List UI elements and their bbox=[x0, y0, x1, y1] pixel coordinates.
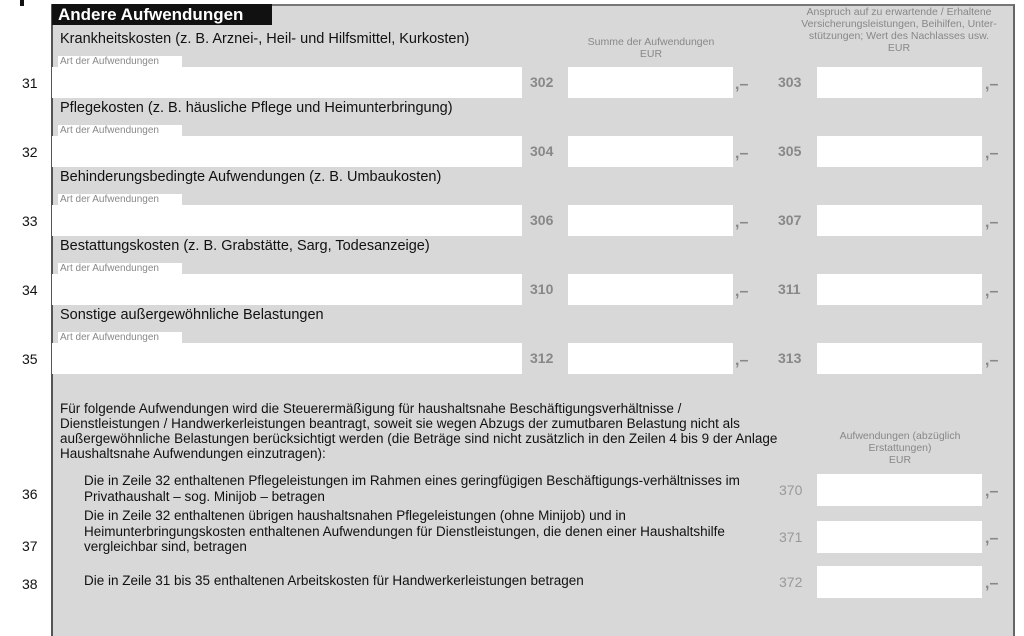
cents-suffix: ,– bbox=[985, 483, 999, 500]
cents-suffix: ,– bbox=[985, 575, 999, 592]
sum-input[interactable] bbox=[568, 136, 733, 167]
field-code: 310 bbox=[530, 281, 554, 297]
art-label: Art der Aufwendungen bbox=[58, 263, 182, 274]
sum-header-unit: EUR bbox=[639, 48, 663, 60]
claim-input[interactable] bbox=[817, 343, 982, 374]
cents-suffix: ,– bbox=[735, 283, 749, 300]
cents-suffix: ,– bbox=[985, 214, 999, 231]
row-text: Die in Zeile 32 enthaltenen übrigen haushaltsnahen Pflegeleistungen (ohne Minijob) und in Heimunterbringungskosten enthaltenen Aufwendungen für Dienstleistungen, die denen einer Haushaltshilfe vergleichbar sind, betragen bbox=[84, 508, 725, 554]
sum-input[interactable] bbox=[568, 205, 733, 236]
section-title: Andere Aufwendungen bbox=[52, 4, 272, 25]
line-number: 38 bbox=[22, 576, 38, 592]
lower-header-label: Aufwendungen (abzüglich Erstattungen) bbox=[839, 430, 961, 454]
claim-header-label: Anspruch auf zu erwartende / Erhaltene Versicherungsleistungen, Beihilfen, Unter-stützungen; Wert des Nachlasses usw. bbox=[801, 6, 997, 42]
cents-suffix: ,– bbox=[985, 76, 999, 93]
claim-input[interactable] bbox=[817, 67, 982, 98]
field-code: 372 bbox=[779, 574, 803, 590]
field-code: 313 bbox=[778, 350, 802, 366]
art-label: Art der Aufwendungen bbox=[58, 125, 182, 136]
cents-suffix: ,– bbox=[985, 283, 999, 300]
cents-suffix: ,– bbox=[985, 530, 999, 547]
claim-input[interactable] bbox=[817, 205, 982, 236]
row-label: Pflegekosten (z. B. häusliche Pflege und Heimunterbringung) bbox=[60, 100, 453, 116]
cents-suffix: ,– bbox=[985, 145, 999, 162]
cents-suffix: ,– bbox=[985, 352, 999, 369]
cents-suffix: ,– bbox=[735, 76, 749, 93]
art-input[interactable] bbox=[52, 136, 522, 167]
line-number: 33 bbox=[22, 213, 38, 229]
amount-input[interactable] bbox=[817, 474, 982, 506]
art-input[interactable] bbox=[52, 274, 522, 305]
row-label: Bestattungskosten (z. B. Grabstätte, Sarg, Todesanzeige) bbox=[60, 238, 430, 254]
field-code: 307 bbox=[778, 212, 802, 228]
cents-suffix: ,– bbox=[735, 214, 749, 231]
row-label: Krankheitskosten (z. B. Arznei-, Heil- und Hilfsmittel, Kurkosten) bbox=[60, 31, 470, 47]
field-code: 302 bbox=[530, 74, 554, 90]
field-code: 303 bbox=[778, 74, 802, 90]
art-input[interactable] bbox=[52, 67, 522, 98]
art-label: Art der Aufwendungen bbox=[58, 194, 182, 205]
line-number: 34 bbox=[22, 282, 38, 298]
field-code: 370 bbox=[779, 482, 803, 498]
line-number: 32 bbox=[22, 144, 38, 160]
line-number: 31 bbox=[22, 75, 38, 91]
line-number: 36 bbox=[22, 486, 38, 502]
claim-input[interactable] bbox=[817, 136, 982, 167]
corner-mark bbox=[20, 0, 24, 6]
field-code: 305 bbox=[778, 143, 802, 159]
lower-header bbox=[817, 430, 983, 466]
art-label: Art der Aufwendungen bbox=[58, 56, 182, 67]
field-code: 311 bbox=[778, 281, 801, 297]
cents-suffix: ,– bbox=[735, 352, 749, 369]
amount-input[interactable] bbox=[817, 521, 982, 553]
art-input[interactable] bbox=[52, 205, 522, 236]
amount-input[interactable] bbox=[817, 566, 982, 598]
line-number: 35 bbox=[22, 351, 38, 367]
sum-header-label: Summe der Aufwendungen bbox=[587, 36, 715, 48]
row-text: Die in Zeile 31 bis 35 enthaltenen Arbeitskosten für Handwerkerleistungen betragen bbox=[84, 573, 584, 588]
cents-suffix: ,– bbox=[735, 145, 749, 162]
sum-input[interactable] bbox=[568, 343, 733, 374]
field-code: 304 bbox=[530, 143, 554, 159]
line-number: 37 bbox=[22, 538, 38, 554]
row-label: Sonstige außergewöhnliche Belastungen bbox=[60, 307, 324, 323]
art-input[interactable] bbox=[52, 343, 522, 374]
sum-input[interactable] bbox=[568, 274, 733, 305]
sum-input[interactable] bbox=[568, 67, 733, 98]
claim-header-unit: EUR bbox=[887, 42, 911, 54]
field-code: 371 bbox=[779, 529, 803, 545]
field-code: 312 bbox=[530, 350, 554, 366]
row-text: Die in Zeile 32 enthaltenen Pflegeleistungen im Rahmen eines geringfügigen Beschäftigungs-verhältnisses im Privathaushalt – sog. Minijob – betragen bbox=[84, 473, 740, 504]
art-label: Art der Aufwendungen bbox=[58, 332, 182, 343]
lower-header-unit: EUR bbox=[888, 454, 912, 466]
sum-header bbox=[568, 36, 734, 60]
claim-header bbox=[790, 6, 1008, 54]
field-code: 306 bbox=[530, 212, 554, 228]
row-label: Behinderungsbedingte Aufwendungen (z. B. Umbaukosten) bbox=[60, 169, 442, 185]
instruction-paragraph: Für folgende Aufwendungen wird die Steuerermäßigung für haushaltsnahe Beschäftigungsverhältnisse / Dienstleistungen / Handwerkerleistungen beantragt, soweit sie wegen Abzugs der zumutbaren Belastung nicht als außergewöhnliche Belastungen berücksichtigt werden (die Beträge sind nicht zusätzlich in den Zeilen 4 bis 9 der Anlage Haushaltsnahe Aufwendungen einzutragen): bbox=[60, 401, 778, 461]
claim-input[interactable] bbox=[817, 274, 982, 305]
